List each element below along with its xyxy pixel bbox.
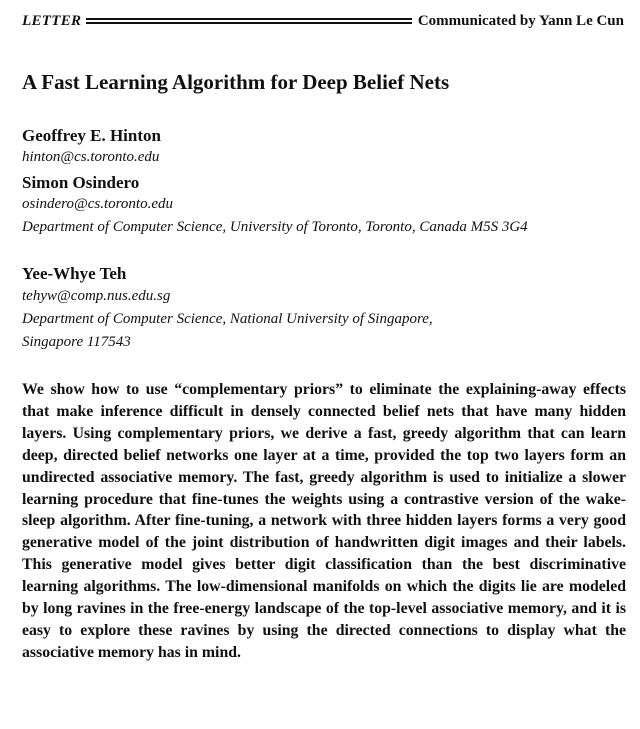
- author-name-2: Simon Osindero: [22, 173, 140, 192]
- author-name-3: Yee-Whye Teh: [22, 264, 127, 283]
- author-affiliation-3-line-2: Singapore 117543: [22, 334, 131, 350]
- communicated-by: Communicated by Yann Le Cun: [417, 12, 624, 29]
- author-email-2: osindero@cs.toronto.edu: [22, 196, 174, 212]
- author-affiliation-3-line-1: Department of Computer Science, National University of Singapore,: [22, 311, 433, 327]
- author-affiliation-2: Department of Computer Science, University of Toronto, Toronto, Canada M5S 3G4: [22, 219, 528, 235]
- author-name-1: Geoffrey E. Hinton: [22, 126, 161, 145]
- article-type-label: LETTER: [22, 12, 82, 29]
- running-header: [22, 10, 624, 32]
- abstract-text: We show how to use “complementary priors” to eliminate the explaining-away effects that make inference difficult in densely connected belief nets that have many hidden layers. Using complementary priors, we derive a fast, greedy algorithm that can learn deep, directed belief networks one layer at a time, provided the top two layers form an undirected associative memory. The fast, greedy algorithm is used to initialize a slower learning procedure that fine-tunes the weights using a contrastive version of the wake-sleep algorithm. After fine-tuning, a network with three hidden layers forms a very good generative model of the joint distribution of handwritten digit images and their labels. This generative model gives better digit classification than the best discriminative learning algorithms. The low-dimensional manifolds on which the digits lie are modeled by long ravines in the free-energy landscape of the top-level associative memory, and it is easy to explore these ravines by using the directed connections to display what the associative memory has in mind.: [22, 381, 626, 661]
- author-email-3: tehyw@comp.nus.edu.sg: [22, 288, 171, 304]
- header-rule: [86, 18, 412, 24]
- author-email-1: hinton@cs.toronto.edu: [22, 149, 160, 165]
- paper-title: A Fast Learning Algorithm for Deep Belief Nets: [22, 70, 450, 94]
